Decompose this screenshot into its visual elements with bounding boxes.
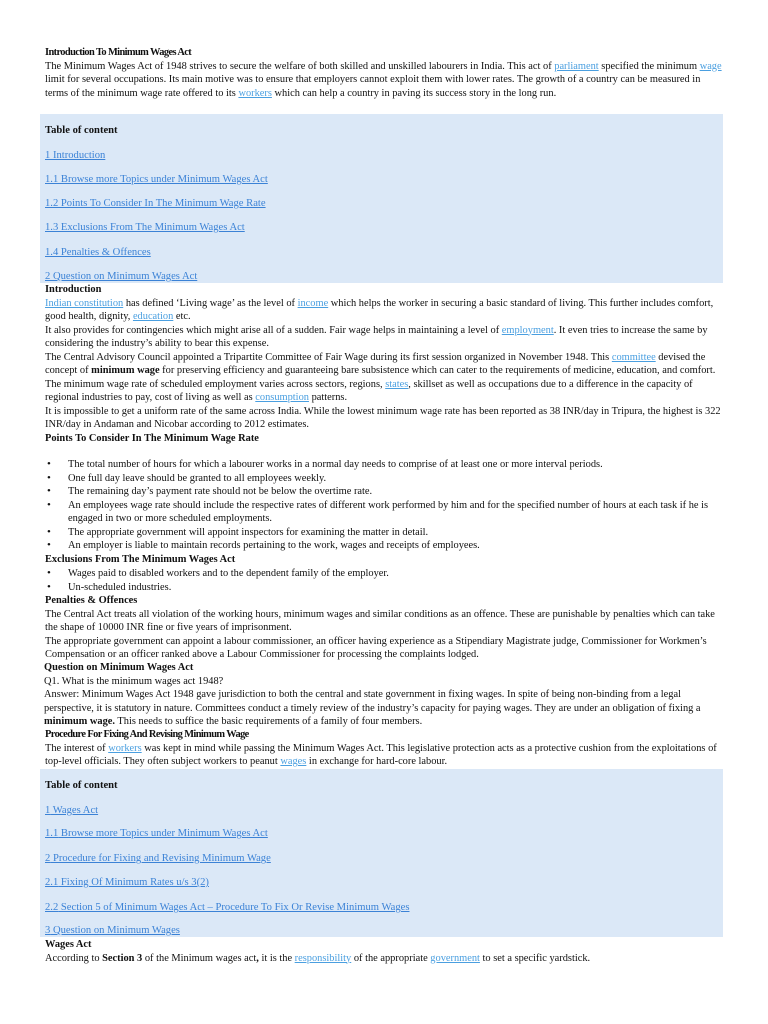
toc-item — [45, 197, 266, 211]
link-wage[interactable]: wage — [699, 60, 722, 72]
toc-text: Section 5 of Minimum Wages Act – Procedure To Fix Or Revise Minimum Wages — [58, 902, 410, 913]
toc-item — [45, 876, 209, 890]
points-heading: Points To Consider In The Minimum Wage Rate — [45, 432, 259, 444]
procedure-section — [45, 728, 725, 769]
toc-item — [45, 827, 268, 841]
text-run: The Central Advisory Council appointed a Tripartite Committee of Fair Wage during its first session organized in November 1948. This — [45, 351, 612, 363]
toc-number: 1.1 — [45, 828, 59, 839]
toc-link[interactable]: 1.1 Browse more Topics under Minimum Wages Act — [45, 174, 268, 185]
wages-act-section — [45, 938, 725, 965]
toc-text: Procedure for Fixing and Revising Minimum Wage — [50, 853, 271, 864]
toc-link[interactable]: 1 Introduction — [45, 150, 106, 161]
toc-item — [45, 221, 245, 235]
question-heading: Question on Minimum Wages Act — [44, 662, 194, 673]
link-wages[interactable]: wages — [280, 756, 307, 767]
toc-item — [45, 924, 180, 938]
table-of-contents-1 — [40, 114, 723, 283]
toc-link[interactable] — [45, 853, 271, 864]
link-government[interactable]: government — [430, 952, 480, 964]
toc-link[interactable]: 1.2 Points To Consider In The Minimum Wage Rate — [45, 198, 266, 209]
toc-link[interactable]: 1.3 Exclusions From The Minimum Wages Act — [45, 222, 245, 233]
toc-number: 2.2 — [45, 902, 59, 913]
wages-act-paragraph — [45, 952, 725, 966]
list-item: • Wages paid to disabled workers and to the dependent family of the employer. — [45, 567, 725, 581]
introduction-paragraph-3 — [45, 351, 725, 378]
toc-link[interactable] — [45, 805, 98, 816]
penalties-paragraph-2: The appropriate government can appoint a labour commissioner, an officer having experience as a Stipendiary Magistrate judge, Commissioner for Workmen’s Compensation or an officer ranked above a Labour Commissioner for processing the complaints lodged. — [45, 635, 707, 660]
penalties-heading: Penalties & Offences — [45, 595, 138, 606]
toc-item — [45, 852, 271, 866]
toc-link[interactable] — [45, 877, 209, 888]
intro-title: Introduction To Minimum Wages Act — [45, 47, 192, 58]
list-item: • An employer is liable to maintain records pertaining to the work, wages and receipts of employees. — [45, 539, 725, 553]
bold-run: , — [256, 952, 259, 964]
toc-item — [45, 804, 98, 818]
link-workers[interactable]: workers — [108, 742, 142, 754]
introduction-heading: Introduction — [45, 284, 102, 295]
link-committee[interactable]: committee — [611, 351, 656, 363]
toc-title: Table of content — [45, 125, 118, 136]
text-run: etc. — [173, 311, 191, 322]
link-income[interactable]: income — [297, 297, 329, 309]
toc-link[interactable]: 2 Question on Minimum Wages Act — [45, 271, 198, 282]
toc-item — [45, 270, 197, 284]
text-run: specified the minimum — [598, 60, 700, 72]
intro-section — [45, 46, 725, 100]
points-list — [45, 458, 725, 553]
bold-run: minimum wage — [91, 365, 160, 376]
text-run: According to — [45, 952, 103, 964]
text-run: to set a specific yardstick. — [479, 952, 591, 964]
text-run: was kept in mind while passing the Minimum Wages Act. This legislative protection acts as a protective cushion from the exploitations of top-level officials. They often subject workers to peanut — [45, 742, 717, 767]
toc-text: Browse more Topics under Minimum Wages Act — [58, 828, 268, 839]
text-run: The interest of — [45, 742, 109, 754]
penalties-section — [45, 594, 725, 662]
link-parliament[interactable]: parliament — [554, 60, 599, 72]
toc-link[interactable] — [45, 828, 268, 839]
link-education[interactable]: education — [132, 311, 174, 322]
toc-link[interactable] — [45, 925, 180, 936]
introduction-paragraph-5: It is impossible to get a uniform rate of the same across India. While the lowest minimum wage rate has been reported as 38 INR/day in Tripura, the highest is 322 INR/day in Andaman and Nicobar according to 2012 estimates. — [45, 405, 721, 430]
toc-link[interactable]: 1.4 Penalties & Offences — [45, 247, 151, 258]
toc-link[interactable] — [45, 902, 409, 913]
bold-run: minimum wage. — [44, 716, 115, 727]
text-run: . It even tries to increase the same by considering the industry’s ability to bear this expense. — [45, 324, 708, 349]
toc-text: Wages Act — [50, 805, 99, 816]
toc-item — [45, 173, 268, 187]
toc-item — [45, 246, 151, 260]
toc-item — [45, 901, 409, 915]
text-run: The Minimum Wages Act of 1948 strives to secure the welfare of both skilled and unskilled labourers in India. This act of — [45, 60, 555, 72]
list-item: • An employees wage rate should include the respective rates of different work performed by him and for the specified number of hours at each task if he is engaged in two or more scheduled employments. — [45, 499, 725, 526]
list-item: • One full day leave should be granted to all employees weekly. — [45, 472, 725, 486]
toc-number: 2 — [45, 853, 51, 864]
text-run: has defined ‘Living wage’ as the level of — [123, 297, 298, 309]
list-item: • The remaining day’s payment rate should not be below the overtime rate. — [45, 485, 725, 499]
text-run: which can help a country in paving its success story in the long run. — [271, 87, 557, 99]
exclusions-list — [45, 567, 725, 594]
introduction-paragraph-1 — [45, 297, 725, 324]
text-run: Answer: Minimum Wages Act 1948 gave jurisdiction to both the central and state government in fixing wages. In spite of being non-binding from a legal perspective, it is statutory in nature. Committees conduct a timely review of the industry’s capacity for paying wages. They are under an obligation of fixing a — [44, 689, 701, 714]
toc-number: 2.1 — [45, 877, 59, 888]
toc-title: Table of content — [45, 780, 118, 791]
text-run: The minimum wage rate of scheduled employment varies across sectors, regions, — [45, 378, 386, 390]
introduction-paragraph-2 — [45, 324, 725, 351]
exclusions-section — [45, 553, 725, 567]
list-item: • The appropriate government will appoint inspectors for examining the matter in detail. — [45, 526, 725, 540]
link-employment[interactable]: employment — [501, 324, 554, 336]
list-item: • Un-scheduled industries. — [45, 581, 725, 595]
text-run: It also provides for contingencies which might arise all of a sudden. Fair wage helps in maintaining a level of — [45, 324, 502, 336]
toc-item — [45, 149, 105, 163]
introduction-paragraph-4 — [45, 378, 725, 405]
toc-number: 3 — [45, 925, 51, 936]
list-item: • The total number of hours for which a labourer works in a normal day needs to comprise of at least one or more interval periods. — [45, 458, 725, 472]
text-run: devised the concept of — [45, 351, 706, 376]
question-1: Q1. What is the minimum wages act 1948? — [44, 675, 224, 687]
text-run: which helps the worker in securing a basic standard of living. This further includes comfort, good health, dignity, — [45, 297, 714, 322]
toc-number: 1 — [45, 805, 51, 816]
text-run: for preserving efficiency and guaranteeing bare subsistence which can cater to the requirements of medicine, education, and comfort. — [159, 365, 716, 376]
text-run: it is the — [258, 952, 295, 964]
toc-text: Fixing Of Minimum Rates u/s 3(2) — [58, 877, 209, 888]
procedure-heading: Procedure For Fixing And Revising Minimum Wage — [45, 729, 249, 740]
procedure-paragraph — [45, 742, 725, 769]
wages-act-heading: Wages Act — [45, 939, 92, 950]
text-run: of the appropriate — [351, 952, 431, 964]
intro-paragraph — [45, 60, 725, 101]
penalties-paragraph-1: The Central Act treats all violation of the working hours, minimum wages and similar conditions as an offence. These are punishable by penalties which can take the shape of 10000 INR fine or five years of imprisonment. — [45, 608, 715, 633]
link-indian-constitution[interactable]: Indian constitution — [45, 297, 124, 309]
text-run: This needs to suffice the basic requirements of a family of four members. — [115, 716, 423, 727]
text-run: , skillset as well as occupations due to a difference in the capacity of regional industries to pay, cost of living as well as — [45, 378, 693, 403]
text-run: patterns. — [308, 392, 348, 403]
text-run: of the Minimum wages act — [142, 952, 257, 964]
text-run: limit for several occupations. Its main motive was to ensure that employers cannot exploit them with lower rates. The growth of a country can be measured in terms of the minimum wage rate offered to its — [45, 74, 701, 99]
exclusions-heading: Exclusions From The Minimum Wages Act — [45, 554, 236, 565]
table-of-contents-2 — [40, 769, 723, 937]
answer-paragraph — [44, 688, 724, 729]
toc-text: Question on Minimum Wages — [50, 925, 180, 936]
link-responsibility[interactable]: responsibility — [294, 952, 352, 964]
link-states[interactable]: states — [385, 378, 409, 390]
bold-run: Section 3 — [102, 952, 143, 964]
text-run: in exchange for hard-core labour. — [306, 756, 448, 767]
question-section — [44, 661, 724, 729]
link-workers[interactable]: workers — [238, 87, 272, 99]
link-consumption[interactable]: consumption — [255, 392, 309, 403]
introduction-section — [45, 283, 725, 445]
